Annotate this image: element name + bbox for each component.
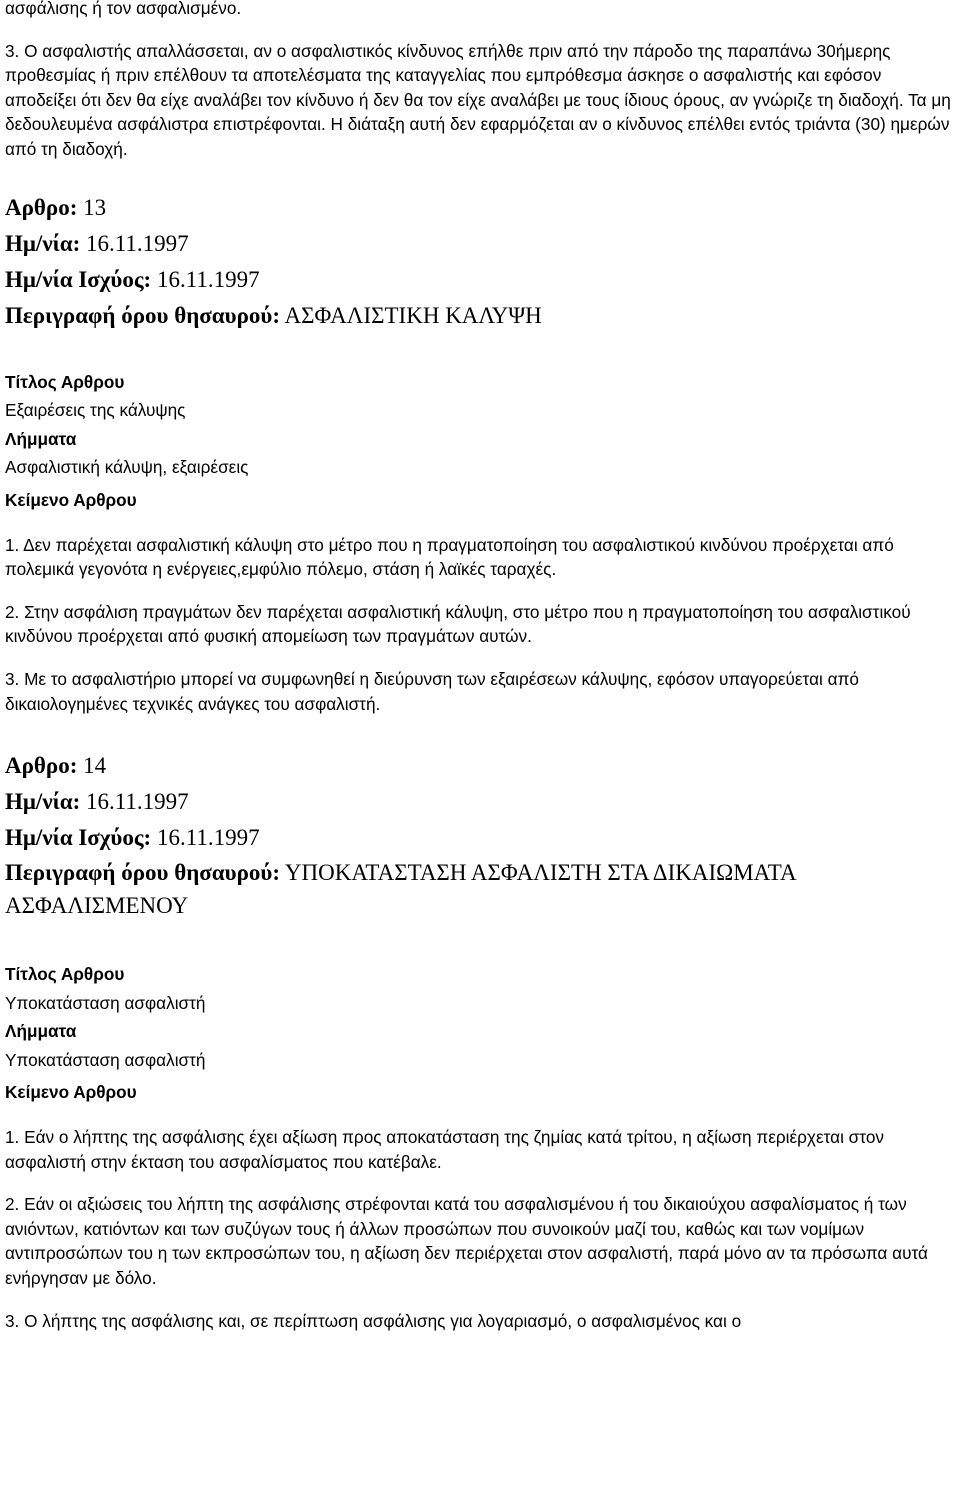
article-number-line [5,190,955,226]
article-lemmas: Ασφαλιστική κάλυψη, εξαιρέσεις [5,457,249,478]
thesaurus-line [5,856,955,922]
effective-date-value: 16.11.1997 [156,825,260,851]
effective-date-value: 16.11.1997 [156,266,260,292]
article-title: Εξαιρέσεις της κάλυψης [5,400,186,421]
effective-date-label: Ημ/νία Ισχύος: [5,825,152,851]
thesaurus-label: Περιγραφή όρου θησαυρού: [5,860,280,886]
intro-paragraph: 3. Ο ασφαλιστής απαλλάσσεται, αν ο ασφαλιστικός κίνδυνος επήλθε πριν από την πάροδο της παραπάνω 30ήμερης προθεσμίας ή πριν επέλθουν τα αποτελέσματα της καταγγελίας που εμπρόθεσμα άσκησε ο ασφαλιστής και εφόσον αποδείξει ότι δεν θα είχε αναλάβει τον κίνδυνο ή δεν θα τον είχε αναλάβει με τους ίδιους όρους, αν γνώριζε τη διαδοχή. Τα μη δεδουλευμένα ασφάλιστρα επιστρέφονται. Η διάταξη αυτή δεν εφαρμόζεται αν ο κίνδυνος επέλθει εντός τριάντα (30) ημερών από τη διαδοχή. [5,40,951,159]
title-label: Τίτλος Αρθρου [5,371,125,392]
date-line [5,784,955,820]
article-lemmas: Υποκατάσταση ασφαλιστή [5,1049,206,1070]
effective-date-label: Ημ/νία Ισχύος: [5,266,152,292]
article-paragraph: 3. Με το ασφαλιστήριο μπορεί να συμφωνηθεί η διεύρυνση των εξαιρέσεων κάλυψης, εφόσον υπαγορεύεται από δικαιολογημένες τεχνικές ανάγκες του ασφαλιστή. [5,668,859,714]
effective-date-line [5,262,955,298]
date-value: 16.11.1997 [85,230,189,256]
article-paragraph: 2. Στην ασφάλιση πραγμάτων δεν παρέχεται ασφαλιστική κάλυψη, στο μέτρο που η πραγματοποίηση του ασφαλιστικού κινδύνου προέρχεται από φυσική απομείωση των πραγμάτων αυτών. [5,601,911,647]
article-label: Αρθρο: [5,194,78,220]
title-label: Τίτλος Αρθρου [5,964,125,985]
lemmas-label: Λήμματα [5,428,77,449]
document-page [5,0,955,1333]
article-paragraph: 2. Εάν οι αξιώσεις του λήπτη της ασφάλισης στρέφονται κατά του ασφαλισμένου ή του δικαιούχου ασφαλίσματος ή των ανιόντων, κατιόντων και των συζύγων τους ή άλλων προσώπων που συνοικούν μαζί του, καθώς και των νομίμων αντιπροσώπων του η των εκπροσώπων του, η αξίωση δεν περιέρχεται στον ασφαλιστή, παρά μόνο αν τα πρόσωπα αυτά ενήργησαν με δόλο. [5,1194,928,1289]
article-number-line [5,748,955,784]
article-13 [5,190,955,717]
article-paragraph: 1. Δεν παρέχεται ασφαλιστική κάλυψη στο μέτρο που η πραγματοποίηση του ασφαλιστικού κινδύνου προέρχεται από πολεμικά γεγονότα η ενέργειες,εμφύλιο πόλεμο, στάση ή λαϊκές ταραχές. [5,534,894,580]
lemmas-label: Λήμματα [5,1021,77,1042]
date-line [5,226,955,262]
article-14 [5,748,955,1333]
article-number: 14 [83,753,107,779]
article-paragraph: 1. Εάν ο λήπτης της ασφάλισης έχει αξίωση προς αποκατάσταση της ζημίας κατά τρίτου, η αξίωση περιέρχεται στον ασφαλιστή στην έκταση του ασφαλίσματος που κατέβαλε. [5,1127,884,1172]
thesaurus-value: ΥΠΟΚΑΤΑΣΤΑΣΗ ΑΣΦΑΛΙΣΤΗ ΣΤΑ ΔΙΚΑΙΩΜΑΤΑ ΑΣΦΑΛΙΣΜΕΝΟΥ [5,860,796,919]
text-label: Κείμενο Αρθρου [5,1082,137,1103]
article-title: Υποκατάσταση ασφαλιστή [5,992,206,1013]
thesaurus-label: Περιγραφή όρου θησαυρού: [5,302,280,328]
article-paragraph: 3. Ο λήπτης της ασφάλισης και, σε περίπτωση ασφάλισης για λογαριασμό, ο ασφαλισμένος και ο [5,1310,742,1331]
thesaurus-value: ΑΣΦΑΛΙΣΤΙΚΗ ΚΑΛΥΨΗ [284,302,542,328]
date-label: Ημ/νία: [5,230,81,256]
effective-date-line [5,820,955,856]
text-label: Κείμενο Αρθρου [5,489,137,510]
date-label: Ημ/νία: [5,789,81,815]
thesaurus-line [5,298,955,334]
intro-line: ασφάλισης ή τον ασφαλισμένο. [5,0,242,18]
article-label: Αρθρο: [5,753,78,779]
date-value: 16.11.1997 [85,789,189,815]
article-number: 13 [83,194,107,220]
